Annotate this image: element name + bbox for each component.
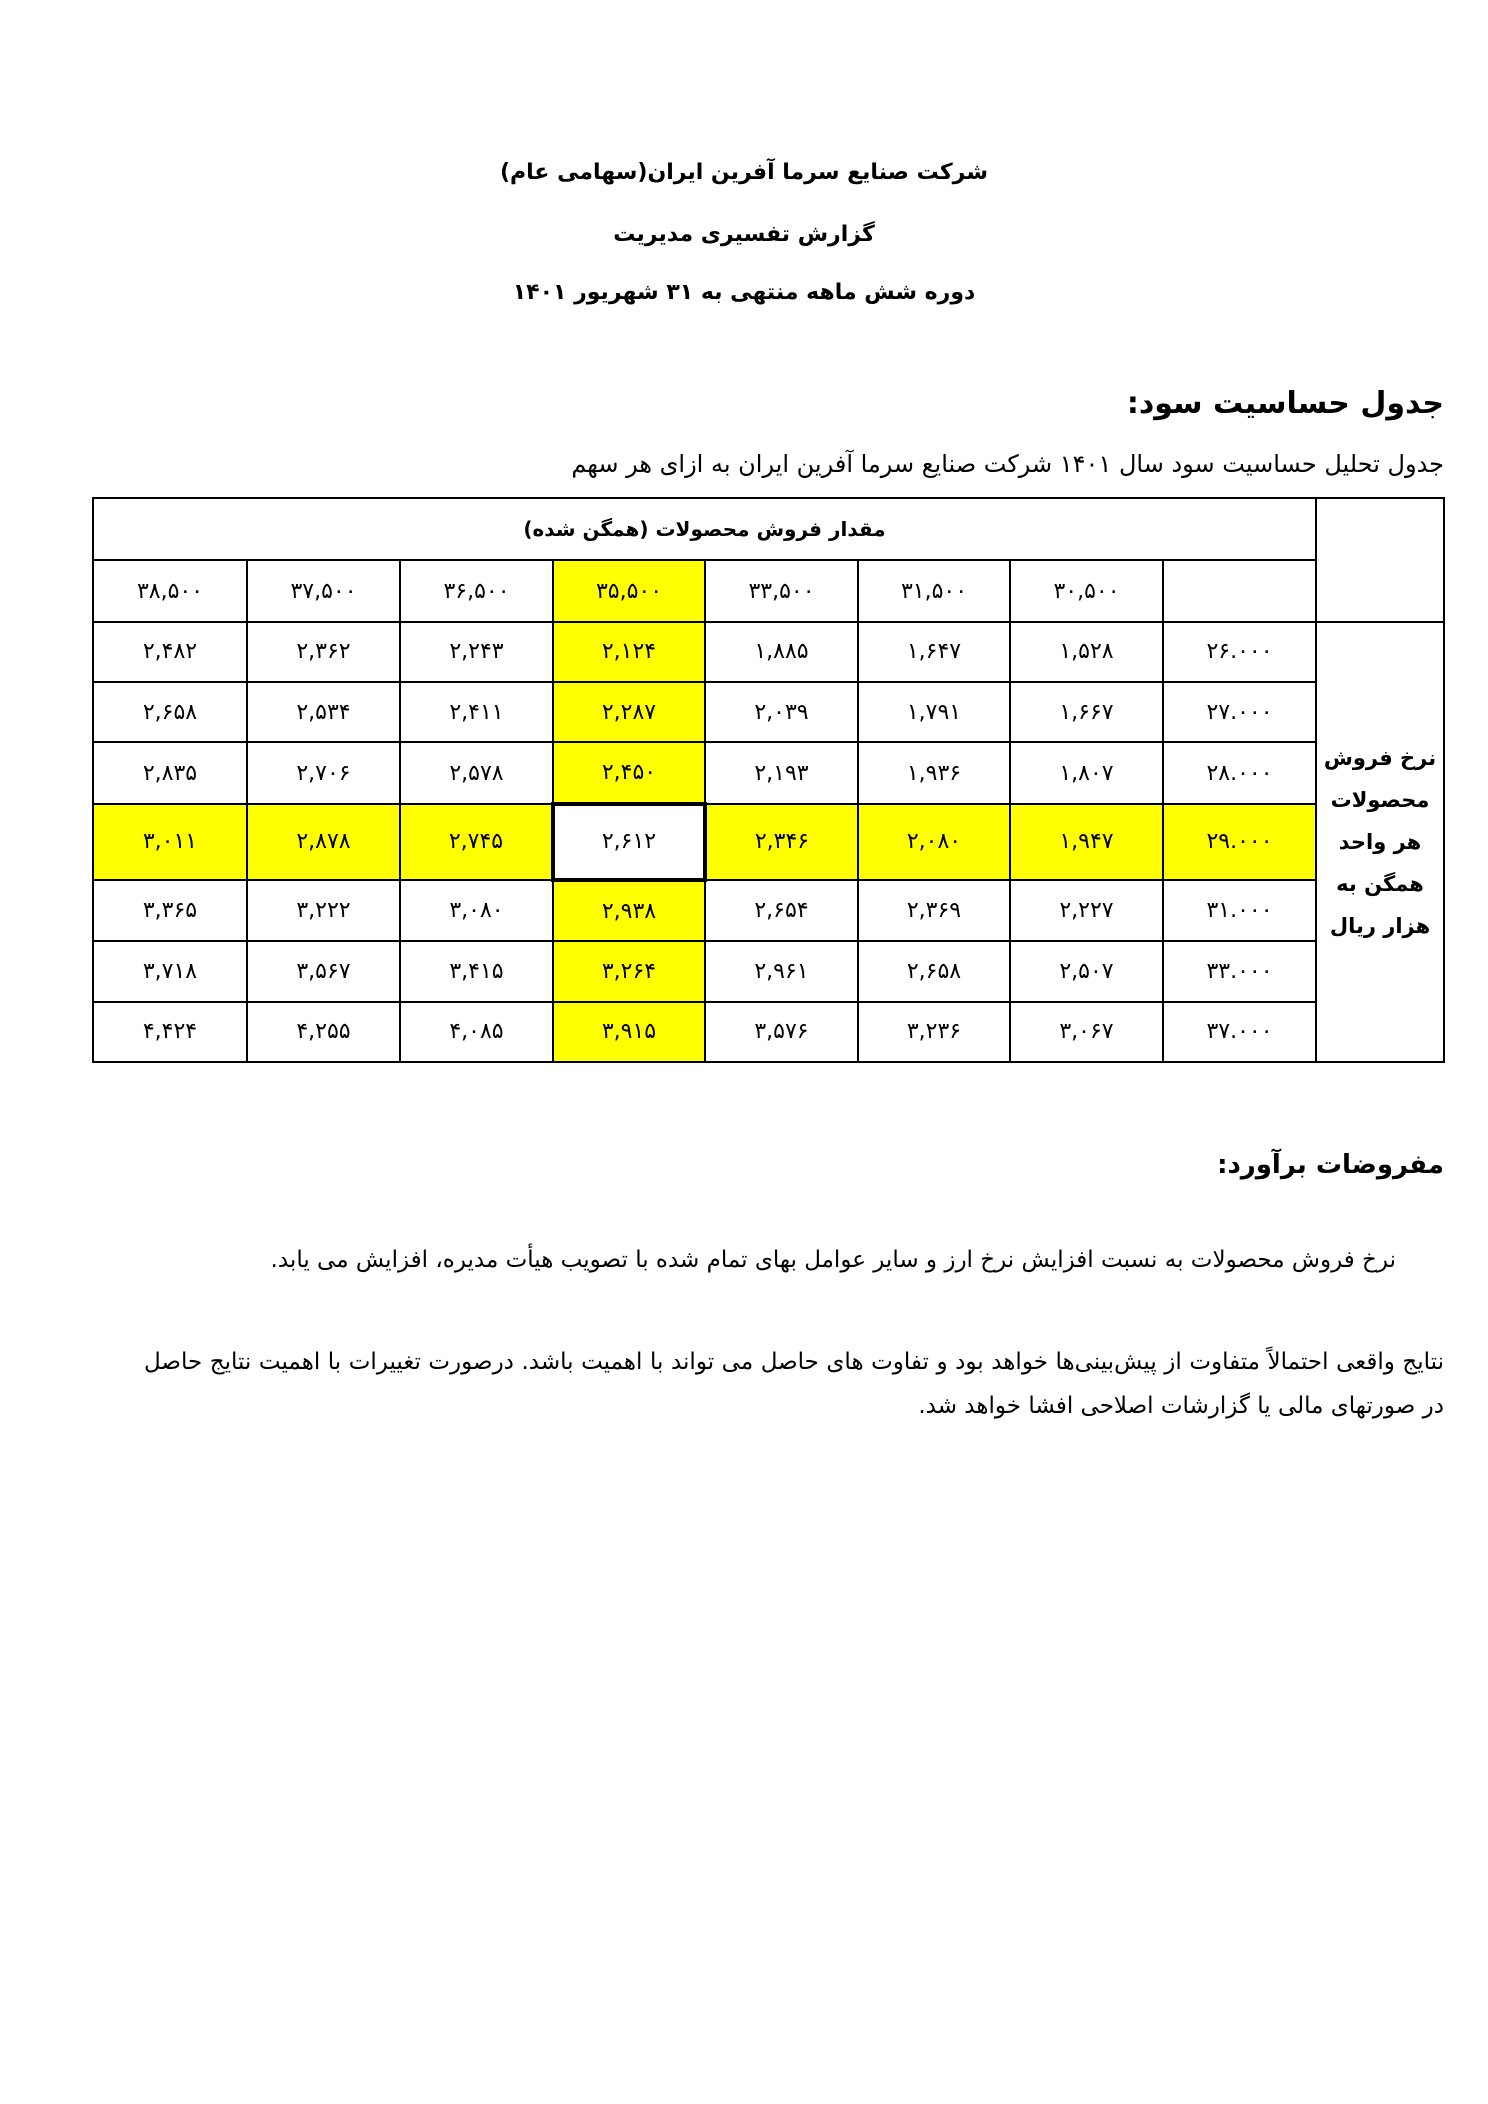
value-cell: ۲,۶۱۲ <box>553 804 705 880</box>
value-cell: ۳,۰۶۷ <box>1010 1002 1163 1062</box>
value-cell: ۱,۵۲۸ <box>1010 622 1163 682</box>
value-cell: ۲,۴۸۲ <box>93 622 247 682</box>
value-cell: ۲,۳۴۶ <box>705 804 858 880</box>
sensitivity-table <box>92 497 1445 1063</box>
value-cell: ۲,۵۰۷ <box>1010 941 1163 1001</box>
value-cell: ۲,۷۴۵ <box>400 804 553 880</box>
value-cell: ۳,۷۱۸ <box>93 941 247 1001</box>
value-cell: ۳,۹۱۵ <box>553 1002 705 1062</box>
price-cell: ۳۷.۰۰۰ <box>1163 1002 1316 1062</box>
value-cell: ۳,۵۶۷ <box>247 941 400 1001</box>
corner-cell <box>1316 498 1444 622</box>
table-row <box>93 1002 1444 1062</box>
price-cell: ۲۸.۰۰۰ <box>1163 742 1316 803</box>
value-cell: ۲,۴۵۰ <box>553 742 705 803</box>
value-cell: ۲,۴۱۱ <box>400 682 553 742</box>
quantity-cell: ۳۶,۵۰۰ <box>400 560 553 621</box>
value-cell: ۲,۶۵۸ <box>93 682 247 742</box>
price-cell: ۳۳.۰۰۰ <box>1163 941 1316 1001</box>
value-cell: ۲,۵۷۸ <box>400 742 553 803</box>
assumptions-title: مفروضات برآورد: <box>1217 1150 1444 1180</box>
value-cell: ۲,۰۳۹ <box>705 682 858 742</box>
price-cell: ۲۷.۰۰۰ <box>1163 682 1316 742</box>
price-cell: ۲۶.۰۰۰ <box>1163 622 1316 682</box>
value-cell: ۱,۸۰۷ <box>1010 742 1163 803</box>
company-name: شرکت صنایع سرما آفرین ایران(سهامی عام) <box>499 160 988 185</box>
value-cell: ۳,۴۱۵ <box>400 941 553 1001</box>
value-cell: ۲,۳۶۹ <box>858 880 1010 941</box>
value-cell: ۲,۹۶۱ <box>705 941 858 1001</box>
quantity-values-row <box>93 560 1444 621</box>
table-row <box>93 941 1444 1001</box>
value-cell: ۲,۵۳۴ <box>247 682 400 742</box>
value-cell: ۱,۶۶۷ <box>1010 682 1163 742</box>
price-header: نرخ فروش محصولات هر واحد همگن به هزار ریال <box>1316 622 1444 1062</box>
value-cell: ۲,۶۵۴ <box>705 880 858 941</box>
value-cell: ۱,۹۴۷ <box>1010 804 1163 880</box>
table-row <box>93 742 1444 803</box>
value-cell: ۱,۹۳۶ <box>858 742 1010 803</box>
value-cell: ۱,۷۹۱ <box>858 682 1010 742</box>
value-cell: ۳,۲۶۴ <box>553 941 705 1001</box>
report-title: گزارش تفسیری مدیریت <box>613 222 875 247</box>
value-cell: ۲,۰۸۰ <box>858 804 1010 880</box>
value-cell: ۱,۸۸۵ <box>705 622 858 682</box>
value-cell: ۴,۲۵۵ <box>247 1002 400 1062</box>
value-cell: ۲,۱۲۴ <box>553 622 705 682</box>
value-cell: ۴,۰۸۵ <box>400 1002 553 1062</box>
value-cell: ۲,۸۳۵ <box>93 742 247 803</box>
price-cell: ۲۹.۰۰۰ <box>1163 804 1316 880</box>
report-period: دوره شش ماهه منتهی به ۳۱ شهریور ۱۴۰۱ <box>512 280 976 305</box>
table-caption: جدول تحلیل حساسیت سود سال ۱۴۰۱ شرکت صنایع سرما آفرین ایران به ازای هر سهم <box>571 450 1444 478</box>
quantity-cell: ۳۳,۵۰۰ <box>705 560 858 621</box>
value-cell: ۲,۲۲۷ <box>1010 880 1163 941</box>
value-cell: ۳,۵۷۶ <box>705 1002 858 1062</box>
table-row <box>93 622 1444 682</box>
value-cell: ۲,۷۰۶ <box>247 742 400 803</box>
value-cell: ۳,۲۲۲ <box>247 880 400 941</box>
value-cell: ۳,۰۸۰ <box>400 880 553 941</box>
disclaimer-paragraph: نتایج واقعی احتمالاً متفاوت از پیش‌بینی‌ها خواهد بود و تفاوت های حاصل می تواند با اهمیت باشد. درصورت تغییرات با اهمیت نتایج حاصل در صورتهای مالی یا گزارشات اصلاحی افشا خواهد شد. <box>144 1349 1444 1419</box>
quantity-cell: ۳۵,۵۰۰ <box>553 560 705 621</box>
quantity-header-row <box>93 498 1444 560</box>
value-cell: ۴,۴۲۴ <box>93 1002 247 1062</box>
value-cell: ۲,۶۵۸ <box>858 941 1010 1001</box>
table-body <box>93 498 1444 1062</box>
value-cell: ۳,۲۳۶ <box>858 1002 1010 1062</box>
value-cell: ۲,۹۳۸ <box>553 880 705 941</box>
quantity-cell: ۳۱,۵۰۰ <box>858 560 1010 621</box>
table-row <box>93 682 1444 742</box>
section-title: جدول حساسیت سود: <box>1126 386 1444 421</box>
value-cell: ۲,۸۷۸ <box>247 804 400 880</box>
value-cell: ۳,۰۱۱ <box>93 804 247 880</box>
value-cell: ۲,۳۶۲ <box>247 622 400 682</box>
assumption-paragraph: نرخ فروش محصولات به نسبت افزایش نرخ ارز و سایر عوامل بهای تمام شده با تصویب هیأت مدیره، افزایش می یابد. <box>270 1247 1396 1273</box>
quantity-header: مقدار فروش محصولات (همگن شده) <box>93 498 1316 560</box>
quantity-cell: ۳۸,۵۰۰ <box>93 560 247 621</box>
quantity-cell: ۳۰,۵۰۰ <box>1010 560 1163 621</box>
value-cell: ۲,۲۴۳ <box>400 622 553 682</box>
value-cell: ۱,۶۴۷ <box>858 622 1010 682</box>
price-cell: ۳۱.۰۰۰ <box>1163 880 1316 941</box>
value-cell: ۲,۱۹۳ <box>705 742 858 803</box>
value-cell: ۳,۳۶۵ <box>93 880 247 941</box>
quantity-cell: ۳۷,۵۰۰ <box>247 560 400 621</box>
empty-cell <box>1163 560 1316 621</box>
value-cell: ۲,۲۸۷ <box>553 682 705 742</box>
table-row <box>93 880 1444 941</box>
table-row <box>93 804 1444 880</box>
